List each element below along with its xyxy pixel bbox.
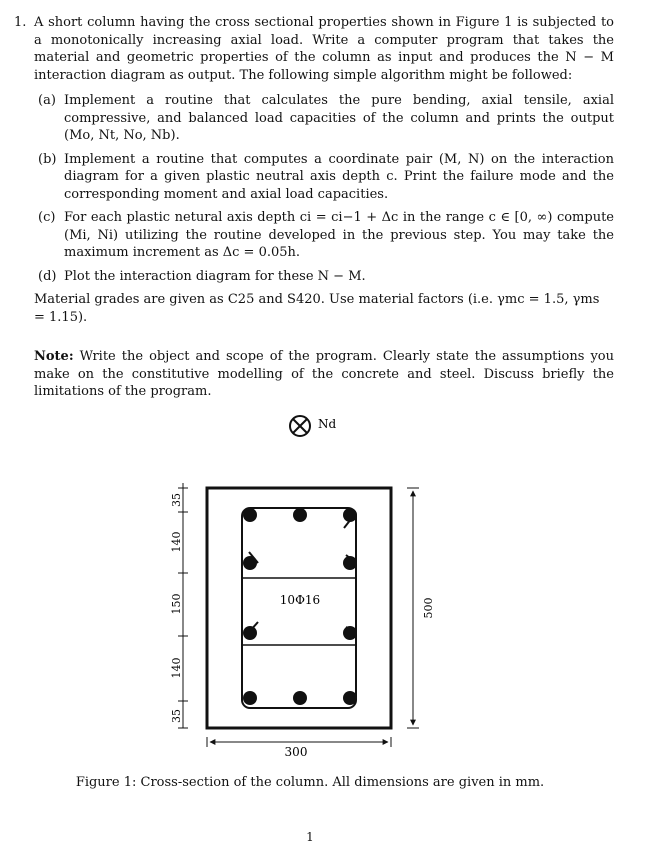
rebar [343,556,357,570]
rebar-label: 10Φ16 [279,593,321,607]
figure-caption: Figure 1: Cross-section of the column. All dimensions are given in mm. [75,775,545,790]
left-dimension-chain [170,483,188,728]
rebar [243,626,257,640]
dim-left-2: 140 [170,531,183,553]
dim-left-4: 140 [170,657,183,679]
load-label: Nd [318,417,337,431]
cross-section-figure [0,405,666,805]
rebar [293,691,307,705]
rebar [243,556,257,570]
note-label: Note: [34,349,74,364]
rebar [243,508,257,522]
axial-load-symbol [290,416,310,436]
tie-hooks [249,514,356,632]
height-dimension [407,488,419,728]
outer-stirrup [242,508,356,708]
rebar [343,508,357,522]
task-list [34,92,614,285]
page-number: 1 [306,830,314,844]
task-item-c: (c) For each plastic netural axis depth ci = ci−1 + Δc in the range c ∈ [0, ∞) compute (Mi, Ni) utilizing the routine developed in the previous step. You may take the maximum increment as Δc = 0.05h. [38,210,614,260]
rebar [293,508,307,522]
width-label: 300 [284,745,308,759]
task-item-a: (a) Implement a routine that calculates the pure bending, axial tensile, axial compressive, and balanced load capacities of the column and prints the output (Mo, Nt, No, Nb). [38,93,614,143]
problem-intro: A short column having the cross sectional properties shown in Figure 1 is subjected to a monotonically increasing axial load. Write a computer program that takes the material and geometric properties of the column as input and produces the N − M interaction diagram as output. The following simple algorithm might be followed: [34,15,614,83]
rebar [343,691,357,705]
material-grades: Material grades are given as C25 and S420. Use material factors (i.e. γmc = 1.5, γms = 1.15). [34,292,600,325]
dim-left-1: 35 [170,493,183,507]
problem-statement [14,14,614,401]
rebar [343,626,357,640]
dim-left-3: 150 [170,593,183,615]
note-paragraph [34,348,614,401]
dim-left-5: 35 [170,709,183,723]
height-label: 500 [422,597,435,619]
problem-number: 1. [14,15,27,30]
rebar [243,691,257,705]
task-item-d: (d) Plot the interaction diagram for these N − M. [38,268,366,284]
task-item-b: (b) Implement a routine that computes a coordinate pair (M, N) on the interaction diagram for a given plastic neutral axis depth c. Print the failure mode and the corresponding moment and axial load capacities. [38,151,614,202]
note-text: Write the object and scope of the program. Clearly state the assumptions you make on the constitutive modelling of the concrete and steel. Discuss briefly the limitations of the program. [34,349,614,399]
